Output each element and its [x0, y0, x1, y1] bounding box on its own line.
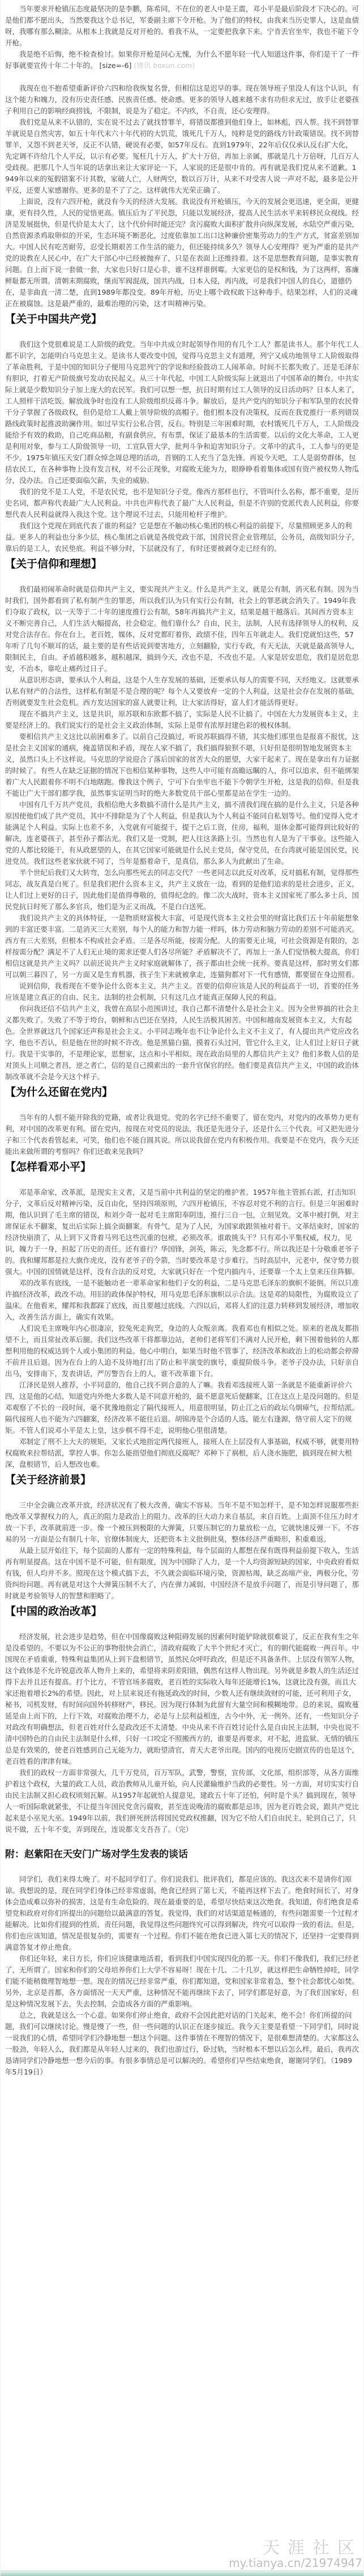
paragraph: 我现在也不抱希望重新评价六四和给我恢复名誉，但相信这是迟早的事。现在领导班子里没人有这个认识，有这个能力和魄力，没有历史责任感、民族责任感、使命感。更多的领导人越来越不求有功但求无过，放手让老婆孩子利用自己的影响经商捞钱，不限制，说是为了稳定。不内疚，不自责，还心安理得。 — [5, 84, 359, 115]
paragraph: 经济发展，社会进步是趋势，但在中国像腐败这种阻碍发展的因素何时能铲除就很难说了，反正在我有生之年是没希望的。不要以为不公正的事物很快会消亡，清政府腐败了大半个世纪才灭亡，有的朝代能腐败一两百年。中国现在矛盾重重，特殊利益集团从上到下盘根错节，虽然民众呼吁政改，但是还不具备条件。上层没有领军人物，这个政体是不允许锐意改革人物升上来的，希望将来阴差阳错，偶然有这样人物出现。另外就是多数人的生活还过得下去并且还有提高。打个比方，不管官场多腐败，老百姓的实际收入每年还能增长1%，这就比没有强，而且大家还抱着增长2%的希望。因此，对上层来说还有拖延政改的时间，少数人还有继续敛财的可能，还可利用子女，秘书，司机发财，有时间向国外转移财产，移民。因为现行体制为此留有大量空间和模糊地带。总的来说，腐败蔓延是由上而下的，上行下效，对腐败治理不力，必是与上层利益相连，古今中外，无一例外。还有，一些知识分子对政改有明确想法，但老百姓对什么是政改还不太清楚。中央从来不许百姓讨论什么是自由民主法制，中央也说不清中国特色的自由民主法制是什么样，只好一口咬定不照搬西方的，谁要是再要求，对不起，进监狱。无情的镇压总是有效果的，使老百姓感到自己无能为力，就盼望清官，青天大老爷出现。国内的电视历史剧宣传的也是这个，老百姓看的津津有味。 — [5, 1632, 359, 1766]
paragraph: 半个世纪后我们又大转弯，怎么向那些死去的同志交代？一些老同志以此反对改革，反对搞私有制，觉得那些同志，战友真是白死了。但是我们把什么资本主义，共产主义放在一边，看到的是他们追求的是社会进步，正义，让人们过上更好的日子，因此他们是值得尊敬的，值得纪念的。像二次大战时，资本主义国家死了那么多士兵，国民党抗日时死了那么多官兵，他们是为正义而战，不是白白送死。 — [5, 868, 359, 911]
blank-line — [5, 1175, 359, 1187]
paragraph: 当年有的人恨不能开除我的党籍，或者让我退党。党的名字已经不重要了，留在党内，对党内的改革势力更有利，对中国的改革更有利。留在党内，按现在对党员的说法，我还是先进分子，还是什么三个代表。可又把先进分子和三个代表看管起来，可笑，他们也不能自圆其说。所以说我留在党内有积极作用。我要是不在党内，我今天还能出来做所谓的考察吗？你们还敢来见我吗？ — [5, 1113, 359, 1156]
document-body — [5, 3, 359, 2078]
blank-line — [5, 1101, 359, 1112]
paragraph: 从意识形态讲，要承认个人利益，这是个人生存发展的基础，还要承认每人的需要不同，天经地义。这就要承认私有财产的合法性，这样私有制是不是合理的呢？每个人又要放弃一定的个人利益，这是社会存在发展的基础，否则就要发生社会危机。西方发达国家的富人就要让利，让大家活得好，富人们才能活得更好。 — [5, 676, 359, 707]
tianya-watermark — [229, 2540, 362, 2569]
paragraph: 邓是革命家，改革派，是现实主义者，又是当前中共利益的坚定的维护者。1957年他主管抓右派，打击知识分子，文革后反对精神污染，反自由化，坚持四项原则，六四开枪镇压，不容忍对党不利的言行。但是三年困难时期，他认识到了毛主席的错误，和刘少奇一起对毛主席阳奉阴违，推行三自一包，立刻见效。文革中被打倒，对主席保证永不翻案，复出后实际上搞全面翻案。有骨气，是为了人民，为国家敢跟领袖对着干。文革结束时，国家的经济快崩溃了，从上到下又背着马列毛这些沉重的包袱，必须改革。谁敢挑头干？只有邓小平集权威，权力，见识，魄力于一身，担起了历史的责任。还有谁行？华国锋，剑英，陈云，先念都不行。所以我还是十分敬重老爷子的。我和耀邦都是拉大旗作虎皮，没有老爷子的令箭，当时要改革是寸步难行。当时高层中，元老中，保守势力很强大。中国的国情就是这样，没有合法的反对党，大家就只好在一个党内搞内斗，还要靠一个太上皇来压住阵脚。 — [5, 1188, 359, 1276]
paragraph: 现在不搞共产主义，这是共识，原苏联和东欧都不搞了，实际是人民不让搞了。中国在大力发展资本主义，主要是经济上的。我们说实行的是社会主义政治体制，实际上是带有浓厚封建色彩的极权体制。 — [5, 710, 359, 729]
blank-line — [5, 71, 359, 83]
blank-line — [5, 1488, 359, 1500]
paragraph: 上面说，没有六四开枪，就没有今天的经济大发展。我说没有开枪镇压，今天的发展会更迅速，更全面，更健康，更有持久性，人民的觉悟更高。镇压后为了平民怨，只能以发展经济，提高人民生活水平来转移民众视线。经济是发展挺快，但是代价是太大了，这个代价何时能还完？贪污腐败大面积扩散并向纵深发展，水陆空严重污染，自然资源杀鸡取卵似的开采，生态环境不断恶化，过度依靠加工出口这种廉价密集劳动力的生产方式，贫富差别加大。中国人民有吃苦耐劳，忍受长期艰苦工作生活的能力，但还能持续多久？领导人心安理得？更为严重的是共产党的说教在人民心中，在广大干部心中已经被抛弃了，只是在表面上还维持着。这不是思想教育问题，是事实教育问题。自上而下说一套做一套，大家也只好口是心非，谁不这样谁倒霉。大家更信的是权和钱，为了这两样，寡廉鲜耻都无所谓。清朝末期腐败，继而军阀混战，国共内战，日本入侵，再内战，可是我们中国人的良心，道德仍在，是非曲直一清二楚，直到1989年都没变。89年开枪，历史上哪个政权敢下这种毒手。结果怎样，人们的灵魂正在被腐蚀。这是最严重的，最难治理的污染，这才叫精神污染。 — [5, 197, 359, 308]
paragraph: 江泽民是别人推荐，小平同意的，他自己找不到合意的人了嘛。我看邓选接班人第一条就是不能重新评价六四，这是他的心结，知道党内外绝大多数人是不同意开枪的，最不愿意死后便翻案，江在这点上是没问题的。但是邓观察了不长的一段时间，毫不犹豫地指定了隔代接班人，用意很明显，防止江之后的政坛乌烟瘴气，拉帮结派。隔代接班人也不能为六四翻案，经济改革不能往后退。胡锦涛是个合适的人选，能左右逢源，恪守前人定下的规矩。不管人们说邓小平是太上皇，这步棋不得不走，说明他心里很清楚。 — [5, 1381, 359, 1435]
paragraph: 邓的改革有底线，一是不能触动老一辈革命家和他们子女的利益，二是马克思毛泽东的旗帜不能倒。所以只准许搞经济改革，政改不动。用旧的政体保护特权，用马克思毛泽东旗帜以示合法。这是邓的局限性，为腐败设立了温床。在他看来，耀邦和我都踩了底线，而且要越过底线。六四以后，邓将人们的注意力转移到发展经济，增加收入，改善生活方面上，确实有效果。 — [5, 1279, 359, 1321]
paragraph: 你们还年轻，来日方长，你们应该健康地活着，看到我们中国实现四化的那一天。你们不像我们，我们已经老了，无所谓了。国家和你们的父母培养你们上大学不容易呀！现在十几、二十几岁，就这样把生命牺牲掉哇，同学们能不能稍微理智地想一想。现在的情况已经非常严重，你们都知道，党和国家非常着急，整个社会都忧心如焚。另外，北京是首都，各方面情况一天天严重，这种情况不能再继续下去了，同学们都是好意，为了我们国家好，但是这种情况发展下去，失去控制，会造成各方面的严重影响。 — [5, 1954, 359, 2008]
paragraph: 从最上层开始往下，每个层面的人都有一定的特殊利益，每个层面的人都想在保有既得利益前提下收入，生活再有明显提高。这在中国不是不可能，但有限度，因为中国除了人力，是一个人均资源短缺的国家，中央政府看似有钱，但人均并不多。照现在这个模式搞下去，不久就会面临环境污染，资源枯竭，缺乏高端产业，两极分化，劳资纠纷问题。再有就是对这个大弹簧压制不大了，内在弹力减弱，中国经济不是放手问题了，而是引导问题了，那时就是考验领导人的智慧和胆略了。 — [5, 1546, 359, 1600]
paragraph: 我是绝不后悔，绝不检查检讨。如果你开枪是问心无愧，为什么不愿年轻一代人知道这件事，你们是干了一件好事就要宣传十年二十年的。 [size=-6] (博讯 boxun.com) — [5, 50, 359, 70]
paragraph: 我们说共产主义的具体特征，一是物质财富极大丰富，可是现代资本主义社会里的财富比我们五十年前能想象到的丰富还要丰富。二是消灭三大差别，每个人的能力和智力能一样吗，体力劳动和脑力劳动的差别不可能消灭。西方有三大差别，但根本不构成社会矛盾。三是各尽所能，按需分配。人的需要无止境，可社会资源是有限的，怎样按需分配？满足不了人们无止境的需求还要人们各尽所能？矛盾解决不了，再加上一条人们觉悟极大提高，你们相信这就是共产主义吗？以前还说共产主义时家庭就解体了，孩子都由社会统一抚养。要真是这样，那时男女们都可以朝三暮四了，另一方面又是生育机器，孩子生下来就被拿走，连猫狗都对下一代有感情，都要留在身边照看。 — [5, 914, 359, 979]
paragraph: 我们的政权一方面非常强大，几千万党员，百万军队，武警，警察，宣传部，文化部，组织部等，从各方面维护着这个政权，大量的政工人员，政治教师从儿童开始，向人民灌输维护当政的必要性。另一方面，对切实实行自由民主法制又担心政权顷刻瓦解。从1957年起就怕人提意见，建政五十年了还怕，何时是个头？搞到现在，领导人一听国际歌就紧张，不让提当年国民党贪污腐败，甚至连说晚清的腐败都是忌讳，因为老百姓会说，跟共产党比起来是小巫见大巫。1949年以前，我们拼死拼活将国民党政权推翻，因为它不给人们自由民主，轮到自己了，只说不做，五十年不变，弄到现在，连说都支支吾吾了。（完） — [5, 1768, 359, 1834]
blank-line — [5, 572, 359, 584]
blank-line — [5, 1835, 359, 1847]
paragraph: 中国有几千万共产党员，我相信绝大多数搞不清什么是共产主义，搞不清我们现在搞的是什么主义，只是各种原因使他们成了共产党员，其中不排除是为了个人利益，但是我认为个人利益不能同自私划等号。他们觉得入党才能满足个人利益。实际上也差不多，入党就有可能提干，提干之后工资，住房，福利，退休金都可能得到比较好的解决，连老婆孩子，甚至孙子都沾光。我们又是一党制，把人往这条路上引。当然也有人是为了干事业。这些能入党的人都比较能干，有从政愿望的人，在其它国家可能就是什么民主党员，保守党员，在台湾就可能是国民党，民进党员。我们这些老家伙就不同了，当年是豁着命干，是真信，那么多人为此献出了生命。 — [5, 800, 359, 865]
blank-line — [5, 1620, 359, 1631]
boxun-watermark: (博讯 boxun.com) — [131, 61, 195, 70]
section-header: 【关于中国共产党】 — [5, 313, 102, 325]
bottom-teal-bar — [1, 2570, 363, 2576]
paragraph: 我们的党不是工人党，不是农民党，也不是知识分子党。像西方那样也行，不管叫什么名称，都不重要，是历史名词，都声称代表最广大人民利益。中共也声称代表了最广大人民利益，但是不许别的党派代表人民利益，你要想代表人民利益就得入我这个党。这个理说不过去，只能用枪杆子维护。 — [5, 487, 359, 519]
paragraph: 三中全会确立改革开放，经济状况有了极大改善，确实不容易。当年不是不知怎样干，是不知怎样说服那些拒绝改革又掌握权力的人，真正的阻力是政治上的阻力。改革的巨大动力来自基层，来自百姓。上面顶不住压力时才放一下手，改革就前进一步。像一个被压到极限的大弹簧，只要压制它的力量放松一点，它就快速反弹一下。不容易的另一方面是公有制几十年，官僚体制庞大，还把资本主义批倒批臭，整体经济严重畸形，积重难返。 — [5, 1501, 359, 1543]
section-header: 【中国的政治改革】 — [5, 1605, 102, 1618]
appendix-title: 附：赵紫阳在天安门广场对学生发表的谈话 — [5, 1849, 188, 1860]
section-header: 【关于经济前景】 — [5, 1474, 92, 1486]
paragraph: 我们这个党很难说是工人阶级的政党。当年中共成立时起领导作用的有几个工人？都是读书人。那个年代工人都不识字，怎能明白马克思主义。是读书人要改变中国，觉得马克思主义有道理，列宁又成功地领导工人阶级取得了革命胜利，于是中国的知识分子便用马克思列宁的学说和经验鼓动工人闹革命。时间不长都失败了。还是毛泽东有胆识，打着无产阶级旗号发动农民起义。从三十年代起，中国工人阶级实际上就退出了中国革命的舞台。中共实际上就是少数知识分子加上庞大的农民军。我们可以想一想，抗日时期有过工人领导的反日活动吗？日本人来了，工人照样干活吃饭。解放战争时也没有工人阶级组织反蒋斗争。解放后，是共产党内的知识分子和军队里的农民骨干分子掌握了各级政权，但仍是给工人戴上领导阶级的高帽子。他们根本没有决策权，反而在我党推行一系列错误路线政策时起推波助澜作用。如过早实行公私合营，反右。特别是三年困难时期，农村饿死几千万人，工人阶级没能给予有效的救助，自己吃商品粮，有副食供应，有布票，保证了最基本的生活需要。以后的文化大革命，工人更是利用对象，参与工人阶级领导一切，工宣队管大学，批判斗争和迫害知识分子。文革中的武斗，工人参与的更是不少。1975年镇压天安门群众悼念周总理的活动，首钢的工人充当了急先锋。再说今天吧，工人是弱势群体，包括农民工，在各种事物上没有发言权，对不公正现象，对腐败无能为力，眼睁睁看着集体或国有资产被权势人物瓜分，没办法。自己还要面临欠薪，失业的威胁。 — [5, 340, 359, 485]
paragraph: 我们最初闹革命时就是信仰共产主义，要实现共产主义。什么是共产主义，就是公有制，消灭私有制。因为当时我们，国外都看到了私有制产生的罪恶，所以我们认为只有实行公有制，社会上的罪恶就会消失了。1949年我们夺取了政权，以一天等于二十年的速度推行公有制，58年再搞共产主义，结果是越干越落后。其间西方资本主义不断完善自己，人们生活大幅提高，社会稳定。他们靠什么？自由，民主，法制，人民有选择领导人的权利，反对党合法存在。你在台上，老百姓，媒体，反对党都盯着你，政绩不佳，四年五年就走人。我们党就怕这些，57年听了几句不顺耳的话，最主要的是有些话说到要害地方，立刻翻脸，实行专政，有天无法，天就是最高领导人，限制民主，自由。矛盾越积越多，越积越深，搞到今天，改也不是，不改也不是。人家是居安思危，我们是居危思安，不治本，靠吃止痛药过日子。 — [5, 585, 359, 673]
section-header: 【怎样看邓小平】 — [5, 1161, 92, 1173]
paragraph: 人们说毛主席晚年内心很凄凉，狡兔死走狗烹，身边的人众叛亲离。我看邓也有相似之处。原来的老战友都指望不上，而且常扯改革后腿。我们这些改革干将都靠边站，老帅们老将军们不满对人民开枪，剩下围着他转的人都想利用他的权威达到个人或小集团的利益。他心中明白，如果当时他不管事了，经济改革和政治上的松动都会停滞不前并且后退。因为在台上的人迫不及待地打出了防止和平演变的旗号，重提阶级斗争。老爷子没办法，只好亲自出马，安排南下，发表讲话，严厉警告台上的人，谁不改革谁下台。 — [5, 1324, 359, 1378]
paragraph: 同学们，我们来得太晚了。对不起同学们了。你们说我们、批评我们，都是应该的。我这次来不是请你们原谅。我想说的是，现在同学们身体已经非常虚弱，绝食已经到了第七天，不能再这样下去了。绝食时间长了，对身体会造成难以弥补的损害，这是有生命危险的。现在最重要的是，希望尽快结束这次绝食。我知道，你们绝食是希望党和政府对你们所提出的问题给以最满意的答复。我觉得，我们的对话渠道是畅通的，有些问题需要一个过程才能解决。比如你们提到的性质、责任问题，我觉得这些问题终究可以得到解决，终究可以取得一致的看法。但是，你们也应该知道，情况是很复杂的，需要有一个过程。你们不能在绝食已进入第七天的情况下，还坚持一定要得到满意答复才停止绝食。 — [5, 1875, 359, 1951]
paragraph: 总之，我就是这么一个心意。如果你们停止绝食，政府不会因此把对话的门关起来，绝不会！你们所提的问题，我们可以继续讨论。慢是慢了一些，但一些问题的认识正在逐步接近。我今天主要是看望一下同学们，同时说一说我们的心情，希望同学们冷静地想一想这个问题。这件事情在不理智的情况下，是很难想清楚的。大家都这么一股劲，年轻人么，我们都是从年轻人过来的，我们也游过行，卧过轨，当时根本不想以后怎么样。最后，我再次恳请同学们冷静地想一想今后的事。有很多事情总是可以解决的。希望你们早些结束绝食，谢谢同学们。（1989年5月19日） — [5, 2011, 359, 2076]
paragraph: 当年要求开枪镇压态度最坚决的是李鹏，陈希同，不在位的老人中是王震，邓小平是最后阶段才下决心的。可是他们都不愿出头，当然要我这个总书记，军委副主席下令开枪。为了他们的特权，由我来当历史罪人，这是血债呀，我哪有那么糊涂。从根本上我就是反对开枪的。看我不从，一定要把我拿下来。宁肯丢官坐牢，我也不能下令开枪。 — [5, 5, 359, 47]
section-header: 【关于信仰和理想】 — [5, 558, 102, 570]
paragraph: 要相信共产主义这比以前困难多了。以前自己没搞过，听说苏联搞得不错，其实他们那里也是报喜不报忧，这是社会主义国家的通病，掩盖错误和矛盾，现在人家不搞了，我们搞得狼狈不堪，只好但是很明智地发展资本主义，虽然口头上不这样说。马克思的学说迎合了落后国家的贫苦大众的愿望，大家干起来了。现在是拿出有力证据的时候了。有些人在缺乏证据的情况下也相信某种事物，这些人中可能有高瞻远瞩的人，你可以追求，但不能绑架着广大人民跟着你不明不白地瞎跑。像我这个例子，宁可下台坐牢也不能下令朝学生开枪，这是我的信仰。但是我不能让广大干部们都学我，虽然事实证明当时的绝大多数党员干部心里都是站在学生一边的。 — [5, 732, 359, 797]
paragraph: 邓制定了刑不上大夫的规矩，又家长式地指定两代接班人，接班人在上层没有人事基础，权威不够，就要用特权腐败来拉帮结派，掌控人事。你怎么能指望他们彻底反腐呢？邓种下了祸根，后人浇水施肥，搞到现在树大根深，盘根错节，后人想改也难。 — [5, 1437, 359, 1469]
paragraph: 你问我还信不信共产主义，我曾在高层小范围讲过，我自己都不清楚什么是社会主义。因为全世界搞的社会主义都失败了。失败了不等于垮台，朝鲜和古巴还在坚持，人民生活极其困苦。中国和越南发展资本主义，大有起色。全世界就这几个国家还声称是社会主义。小平同志晚年也不让争论什么主义不主义了，有人提出共产党应改名字，他也不否认，但是他在世的时候不许改。他是黑猫白猫，摸着石头过河，管它什么主义，让人们过上好日子就行。我是干实事的，不是理论家，思想家，这点和小平相似。现在政治局里的人都信共产主义？他们多数人信的是对顶头上司顺之者昌，逆之者亡，信的是自己摸索出的一套升官保官的经。他们要是真信共产主义，中国的政治体制改革就不会是今天这个样子。 — [5, 1004, 359, 1081]
blank-line — [5, 1862, 359, 1874]
paragraph: 我们这个党现在到底代表了谁的利益？它是想在不触动核心集团的核心利益的前提下，尽量照顾更多人的利益。更多人的利益也分多少层，核心集团之后就是各级党政干部，国营民营企业管理层，公务员，高级知识分子，靠后的是工人，农民垫底。利益不够分时，下层就没有了，有时还要被剥夺走已经有的。 — [5, 521, 359, 553]
blank-line — [5, 328, 359, 339]
section-header: 【为什么还留在党内】 — [5, 1086, 113, 1098]
tianya-url: my.tianya.cn/21974947 — [229, 2556, 362, 2570]
paragraph: 我们党是从来不认错的，实在说不过去了就找替罪羊，将错误都推到他们身上，如林彪，四人帮。找不到替罪羊就说是自然灾害，如五十年代末六十年代初的大饥荒，饿死几千万人，纯粹是党的路线方针政策错误。找不到替罪羊，又怨不到老天爷，反正不认错，硬说有必要，如57年反右。直到1979年，22年后仅仅承认反右扩大化，先定调不许给几个人平反，以示有必要。冤枉几十万人，扩大十万倍，再加上亲属，那就是几十万倍呀，几百万人受歧视。把那几个人当年说的话拿出来让大家评论一下，人家说的还是很中肯的。再有就是我们党从来不道歉。1949年以来的冤假错案不计其数，家破人亡，人财两空，数以百万计，从来不对受害人说一声对不起，最多是公开平反，还要人家感谢你。更多的是不了了之。这样就伟大光荣正确了。 — [5, 118, 359, 194]
tianya-site-name: 天涯社区 — [263, 2538, 362, 2558]
paragraph: 说到信仰，我看现在不要争论什么资本主义，共产主义。首要的信仰应该是人民的利益高于一切，首要的任务应该是建立真正的自由、民主、法制的社会机制，只有这几点才能真正保障人民的利益。 — [5, 982, 359, 1001]
